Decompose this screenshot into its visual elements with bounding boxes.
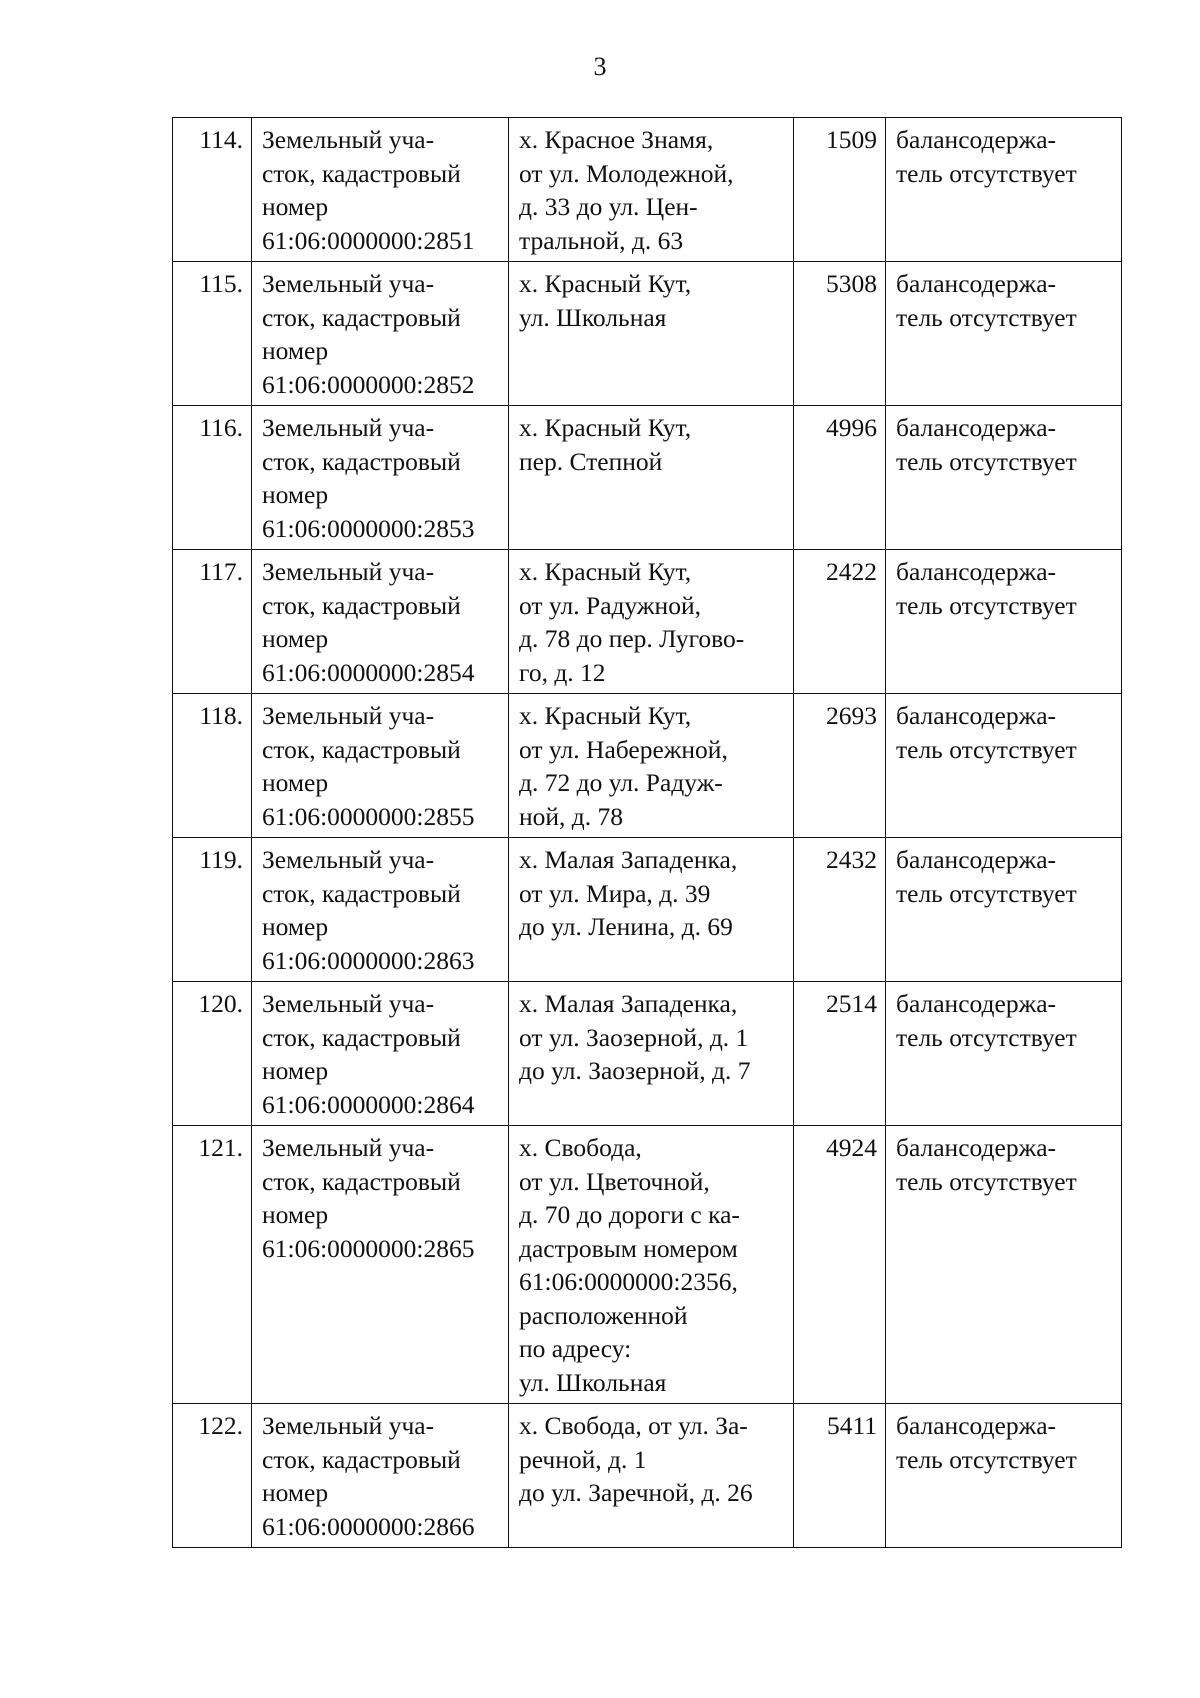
- table-row: [173, 982, 1122, 1126]
- table-row: [173, 838, 1122, 982]
- address-cell: х. Красное Знамя, от ул. Молодежной, д. 33 до ул. Цен- тральной, д. 63: [509, 118, 794, 262]
- holder-cell: балансодержа- тель отсутствует: [886, 550, 1122, 694]
- plot-name-cell: Земельный уча- сток, кадастровый номер 61:06:0000000:2853: [252, 406, 509, 550]
- holder-cell: балансодержа- тель отсутствует: [886, 406, 1122, 550]
- plot-name-cell: Земельный уча- сток, кадастровый номер 61:06:0000000:2865: [252, 1126, 509, 1404]
- area-cell: 4924: [794, 1126, 886, 1404]
- row-number-cell: 114.: [173, 118, 252, 262]
- plot-name-cell: Земельный уча- сток, кадастровый номер 61:06:0000000:2866: [252, 1404, 509, 1548]
- area-cell: 2422: [794, 550, 886, 694]
- address-cell: х. Малая Западенка, от ул. Заозерной, д. 1 до ул. Заозерной, д. 7: [509, 982, 794, 1126]
- land-plots-table: [172, 117, 1122, 1548]
- table-row: [173, 1126, 1122, 1404]
- plot-name-cell: Земельный уча- сток, кадастровый номер 61:06:0000000:2851: [252, 118, 509, 262]
- plot-name-cell: Земельный уча- сток, кадастровый номер 61:06:0000000:2854: [252, 550, 509, 694]
- row-number-cell: 120.: [173, 982, 252, 1126]
- holder-cell: балансодержа- тель отсутствует: [886, 694, 1122, 838]
- holder-cell: балансодержа- тель отсутствует: [886, 118, 1122, 262]
- table-row: [173, 1404, 1122, 1548]
- row-number-cell: 116.: [173, 406, 252, 550]
- area-cell: 2693: [794, 694, 886, 838]
- address-cell: х. Свобода, от ул. Цветочной, д. 70 до дороги с ка- дастровым номером 61:06:0000000:2356, расположенной по адресу: ул. Школьная: [509, 1126, 794, 1404]
- page-number: 3: [593, 52, 607, 81]
- table-row: [173, 694, 1122, 838]
- area-cell: 5308: [794, 262, 886, 406]
- holder-cell: балансодержа- тель отсутствует: [886, 262, 1122, 406]
- row-number-cell: 119.: [173, 838, 252, 982]
- table-row: [173, 406, 1122, 550]
- row-number-cell: 117.: [173, 550, 252, 694]
- address-cell: х. Красный Кут, ул. Школьная: [509, 262, 794, 406]
- address-cell: х. Красный Кут, от ул. Набережной, д. 72 до ул. Радуж- ной, д. 78: [509, 694, 794, 838]
- row-number-cell: 121.: [173, 1126, 252, 1404]
- plot-name-cell: Земельный уча- сток, кадастровый номер 61:06:0000000:2852: [252, 262, 509, 406]
- plot-name-cell: Земельный уча- сток, кадастровый номер 61:06:0000000:2863: [252, 838, 509, 982]
- area-cell: 5411: [794, 1404, 886, 1548]
- row-number-cell: 115.: [173, 262, 252, 406]
- address-cell: х. Свобода, от ул. За- речной, д. 1 до ул. Заречной, д. 26: [509, 1404, 794, 1548]
- holder-cell: балансодержа- тель отсутствует: [886, 1126, 1122, 1404]
- area-cell: 1509: [794, 118, 886, 262]
- table-row: [173, 262, 1122, 406]
- holder-cell: балансодержа- тель отсутствует: [886, 838, 1122, 982]
- plot-name-cell: Земельный уча- сток, кадастровый номер 61:06:0000000:2855: [252, 694, 509, 838]
- table-body: [173, 118, 1122, 1548]
- plot-name-cell: Земельный уча- сток, кадастровый номер 61:06:0000000:2864: [252, 982, 509, 1126]
- table-row: [173, 550, 1122, 694]
- area-cell: 2432: [794, 838, 886, 982]
- row-number-cell: 122.: [173, 1404, 252, 1548]
- area-cell: 4996: [794, 406, 886, 550]
- area-cell: 2514: [794, 982, 886, 1126]
- row-number-cell: 118.: [173, 694, 252, 838]
- holder-cell: балансодержа- тель отсутствует: [886, 1404, 1122, 1548]
- holder-cell: балансодержа- тель отсутствует: [886, 982, 1122, 1126]
- table-row: [173, 118, 1122, 262]
- address-cell: х. Малая Западенка, от ул. Мира, д. 39 до ул. Ленина, д. 69: [509, 838, 794, 982]
- address-cell: х. Красный Кут, от ул. Радужной, д. 78 до пер. Лугово- го, д. 12: [509, 550, 794, 694]
- address-cell: х. Красный Кут, пер. Степной: [509, 406, 794, 550]
